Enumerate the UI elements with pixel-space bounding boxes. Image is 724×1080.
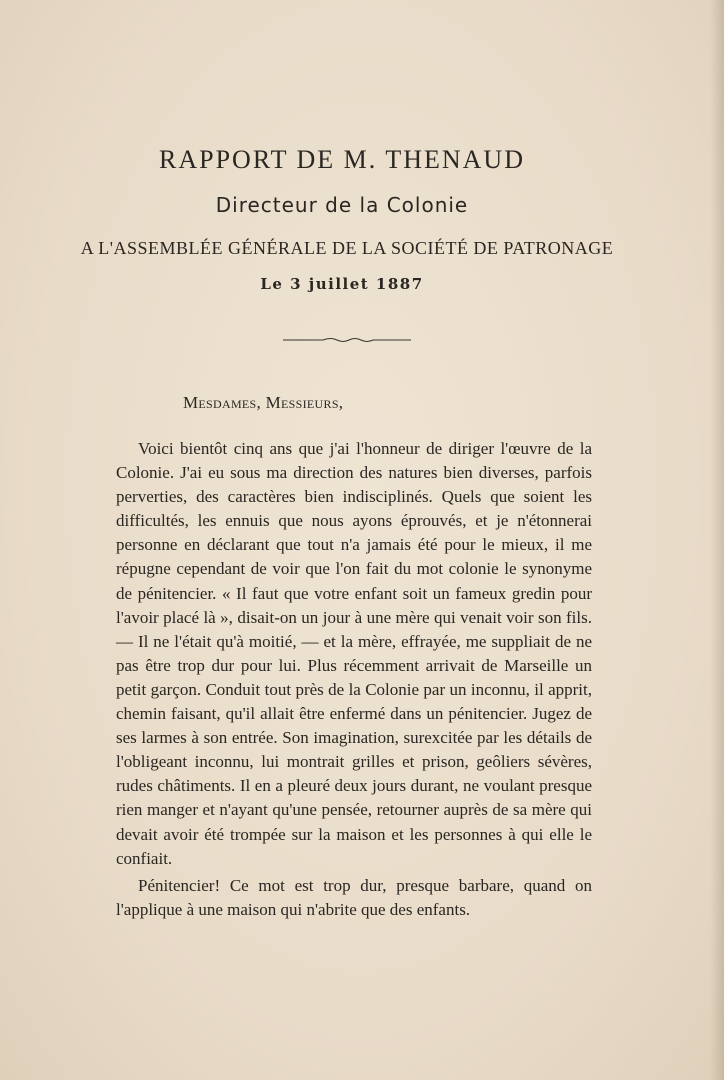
paragraph: Pénitencier! Ce mot est trop dur, presque barbare, quand on l'applique à une maison qui n'abrite que des enfants.	[116, 875, 592, 919]
report-subtitle: Directeur de la Colonie	[215, 193, 469, 217]
ornamental-divider	[283, 336, 411, 344]
report-title: RAPPORT DE M. THENAUD	[159, 145, 525, 174]
page-edge-shadow	[710, 0, 724, 1080]
report-date: Le 3 juillet 1887	[260, 275, 424, 293]
paragraph: Voici bientôt cinq ans que j'ai l'honneur de diriger l'œuvre de la Colonie. J'ai eu sous ma direction des natures bien diverses, parfois perverties, des caractères bien indisciplinés. Quels que soient les difficultés, les ennuis que nous ayons éprouvés, et je n'étonnerai personne en déclarant que tout n'a jamais été pour le mieux, il me répugne cependant de voir que l'on fait du mot colonie le synonyme de pénitencier. « Il faut que votre enfant soit un fameux gredin pour l'avoir placé là », disait-on un jour à une mère qui venait voir son fils. — Il ne l'était qu'à moitié, — et la mère, effrayée, me suppliait de ne pas être trop dur pour lui. Plus récemment arrivait de Marseille un petit garçon. Conduit tout près de la Colonie par un inconnu, il apprit, chemin faisant, qu'il allait être enfermé dans un pénitencier. Jugez de ses larmes à son entrée. Son imagination, surexcitée par les détails de l'obligeant inconnu, lui montrait grilles et prison, geôliers sévères, rudes châtiments. Il en a pleuré deux jours durant, ne voulant presque rien manger et n'ayant qu'une pensée, retourner auprès de sa mère qui devait avoir été trompée sur la maison et les personnes à qui elle le confiait.	[116, 439, 592, 868]
letter-body	[116, 437, 592, 922]
assembly-heading: A L'ASSEMBLÉE GÉNÉRALE DE LA SOCIÉTÉ DE PATRONAGE	[80, 238, 614, 258]
salutation: Mesdames, Messieurs,	[183, 393, 344, 412]
